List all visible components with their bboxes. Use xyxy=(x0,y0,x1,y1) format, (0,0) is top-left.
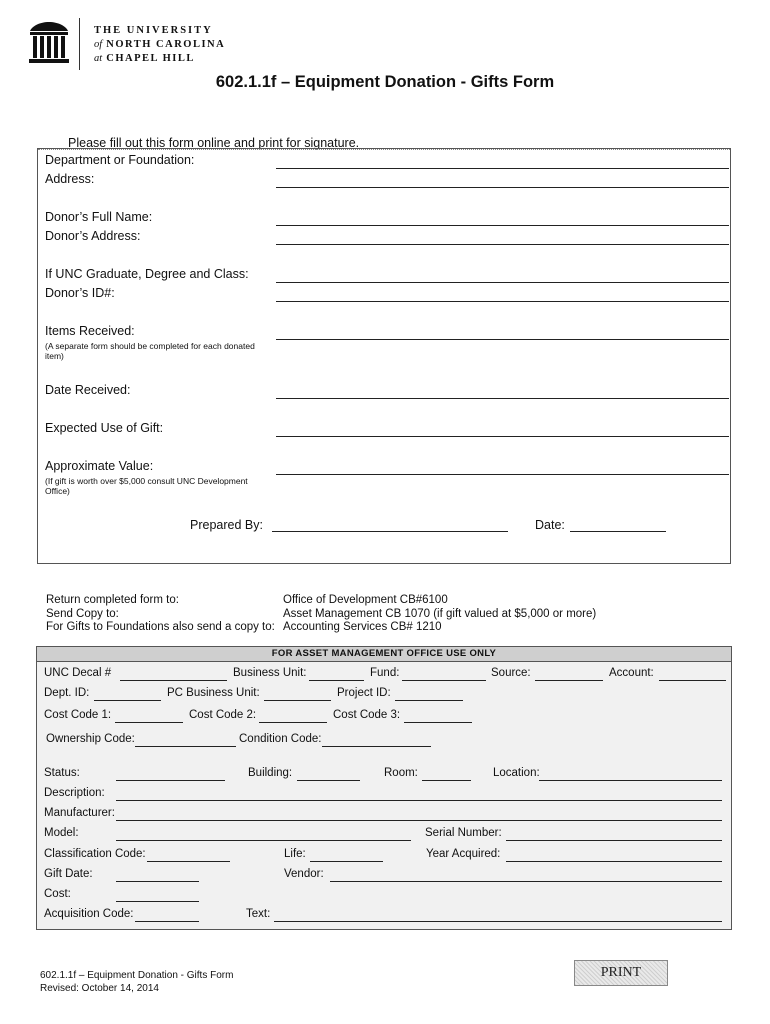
source-field[interactable] xyxy=(535,680,603,681)
account-label: Account: xyxy=(609,667,654,679)
classification-code-field[interactable] xyxy=(147,861,230,862)
return-labels: Return completed form to: Send Copy to: For Gifts to Foundations also send a copy to: xyxy=(46,594,275,633)
university-name-line3: at CHAPEL HILL xyxy=(94,53,195,64)
room-field[interactable] xyxy=(422,780,471,781)
prepared-by-label: Prepared By: xyxy=(190,518,263,532)
text-label: Text: xyxy=(246,908,271,920)
year-acquired-label: Year Acquired: xyxy=(426,848,501,860)
university-name-line2: of NORTH CAROLINA xyxy=(94,39,226,50)
return-values: Office of Development CB#6100 Asset Management CB 1070 (if gift valued at $5,000 or more) Accounting Services CB# 1210 xyxy=(283,594,597,633)
items-received-note: (A separate form should be completed for each donated item) xyxy=(45,341,255,361)
status-label: Status: xyxy=(44,767,80,779)
unc-decal-label: UNC Decal # xyxy=(44,667,112,679)
date-received-field[interactable] xyxy=(276,398,729,399)
expected-use-field[interactable] xyxy=(276,436,729,437)
condition-code-field[interactable] xyxy=(322,746,431,747)
department-label: Department or Foundation: xyxy=(45,153,195,167)
status-field[interactable] xyxy=(116,780,225,781)
life-label: Life: xyxy=(284,848,306,860)
cost-field[interactable] xyxy=(116,901,199,902)
fund-label: Fund: xyxy=(370,667,400,679)
donor-name-label: Donor’s Full Name: xyxy=(45,210,153,224)
donor-id-label: Donor’s ID#: xyxy=(45,286,115,300)
approx-value-label: Approximate Value: xyxy=(45,459,154,473)
dept-id-label: Dept. ID: xyxy=(44,687,90,699)
model-field[interactable] xyxy=(116,840,411,841)
date-label: Date: xyxy=(535,518,565,532)
business-unit-field[interactable] xyxy=(309,680,364,681)
asset-management-banner: FOR ASSET MANAGEMENT OFFICE USE ONLY xyxy=(37,647,731,662)
building-label: Building: xyxy=(248,767,293,779)
location-field[interactable] xyxy=(539,780,722,781)
account-field[interactable] xyxy=(659,680,726,681)
items-received-field[interactable] xyxy=(276,339,729,340)
unc-decal-field[interactable] xyxy=(120,680,227,681)
ownership-code-label: Ownership Code: xyxy=(46,733,135,745)
manufacturer-label: Manufacturer: xyxy=(44,807,115,819)
condition-code-label: Condition Code: xyxy=(239,733,322,745)
cost-code2-label: Cost Code 2: xyxy=(189,709,257,721)
date-received-label: Date Received: xyxy=(45,383,131,397)
cost-label: Cost: xyxy=(44,888,71,900)
year-acquired-field[interactable] xyxy=(506,861,722,862)
approx-value-note: (If gift is worth over $5,000 consult UNC Development Office) xyxy=(45,476,248,496)
footer-info xyxy=(40,970,233,995)
pc-business-unit-field[interactable] xyxy=(264,700,331,701)
donor-address-field[interactable] xyxy=(276,244,729,245)
project-id-field[interactable] xyxy=(395,700,463,701)
footer-revised: Revised: October 14, 2014 xyxy=(40,982,159,994)
expected-use-label: Expected Use of Gift: xyxy=(45,421,164,435)
serial-number-field[interactable] xyxy=(506,840,722,841)
cost-code3-field[interactable] xyxy=(404,722,472,723)
acquisition-code-field[interactable] xyxy=(135,921,199,922)
cost-code1-label: Cost Code 1: xyxy=(44,709,112,721)
prepared-by-field[interactable] xyxy=(272,531,508,532)
department-field[interactable] xyxy=(276,168,729,169)
dept-id-field[interactable] xyxy=(94,700,161,701)
cost-code3-label: Cost Code 3: xyxy=(333,709,401,721)
graduate-field[interactable] xyxy=(276,282,729,283)
vendor-label: Vendor: xyxy=(284,868,324,880)
donor-address-label: Donor’s Address: xyxy=(45,229,141,243)
classification-code-label: Classification Code: xyxy=(44,848,146,860)
description-field[interactable] xyxy=(116,800,722,801)
approx-value-field[interactable] xyxy=(276,474,729,475)
serial-number-label: Serial Number: xyxy=(425,827,502,839)
university-name-line1: THE UNIVERSITY xyxy=(94,25,213,36)
pc-business-unit-label: PC Business Unit: xyxy=(167,687,260,699)
building-field[interactable] xyxy=(297,780,360,781)
footer-form-name: 602.1.1f – Equipment Donation - Gifts Form xyxy=(40,970,234,981)
fund-field[interactable] xyxy=(402,680,486,681)
acquisition-code-label: Acquisition Code: xyxy=(44,908,134,920)
gift-date-label: Gift Date: xyxy=(44,868,93,880)
source-label: Source: xyxy=(491,667,531,679)
manufacturer-field[interactable] xyxy=(116,820,722,821)
old-well-icon xyxy=(28,20,70,64)
cost-code1-field[interactable] xyxy=(115,722,183,723)
location-label: Location: xyxy=(493,767,540,779)
business-unit-label: Business Unit: xyxy=(233,667,307,679)
graduate-label: If UNC Graduate, Degree and Class: xyxy=(45,267,249,281)
items-received-label: Items Received: xyxy=(45,324,135,338)
project-id-label: Project ID: xyxy=(337,687,391,699)
address-field[interactable] xyxy=(276,187,729,188)
donor-name-field[interactable] xyxy=(276,225,729,226)
room-label: Room: xyxy=(384,767,418,779)
page-title: 602.1.1f – Equipment Donation - Gifts Form xyxy=(215,73,555,91)
logo-divider xyxy=(79,18,80,70)
print-button[interactable]: PRINT xyxy=(574,960,668,986)
life-field[interactable] xyxy=(310,861,383,862)
cost-code2-field[interactable] xyxy=(259,722,327,723)
model-label: Model: xyxy=(44,827,79,839)
address-label: Address: xyxy=(45,172,95,186)
text-field[interactable] xyxy=(274,921,722,922)
description-label: Description: xyxy=(44,787,105,799)
ownership-code-field[interactable] xyxy=(135,746,236,747)
date-field[interactable] xyxy=(570,531,666,532)
vendor-field[interactable] xyxy=(330,881,722,882)
donor-id-field[interactable] xyxy=(276,301,729,302)
intro-text: Please fill out this form online and print for signature. xyxy=(68,136,360,150)
gift-date-field[interactable] xyxy=(116,881,199,882)
